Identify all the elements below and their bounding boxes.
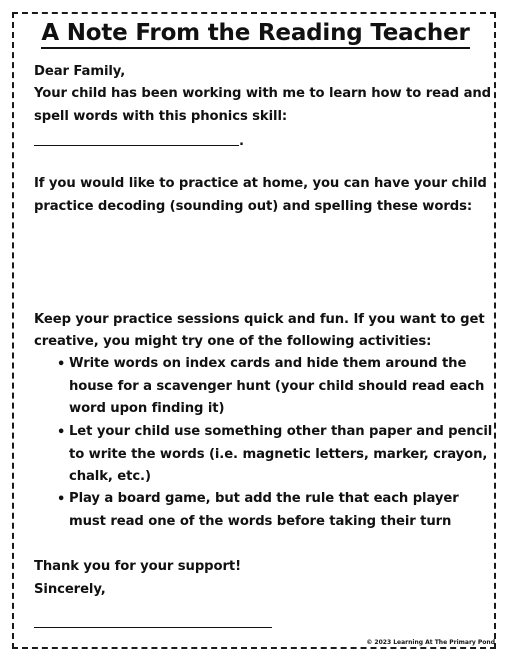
bullet-line: word upon finding it) xyxy=(69,401,225,416)
bullet-line: chalk, etc.) xyxy=(69,469,151,484)
salutation: Dear Family, xyxy=(34,64,126,79)
practice-line-2: practice decoding (sounding out) and spelling these words: xyxy=(34,199,473,214)
bullet-dot: • xyxy=(57,425,66,440)
bullet-line: Let your child use something other than paper and pencil xyxy=(69,424,493,439)
bullet-line: Play a board game, but add the rule that each player xyxy=(69,491,459,506)
closing-thanks: Thank you for your support! xyxy=(34,559,241,574)
bullet-item-1 xyxy=(69,353,489,421)
bullet-line: to write the words (i.e. magnetic letters, marker, crayon, xyxy=(69,446,488,462)
phonics-skill-blank[interactable] xyxy=(34,145,239,146)
page-title: A Note From the Reading Teacher xyxy=(0,20,511,46)
copyright-notice: © 2023 Learning At The Primary Pond xyxy=(366,639,495,646)
bullet-dot: • xyxy=(57,357,66,372)
closing-sincerely: Sincerely, xyxy=(34,582,106,597)
bullet-line: house for a scavenger hunt (your child should read each xyxy=(69,378,485,394)
signature-blank[interactable] xyxy=(34,627,272,628)
intro-line-1: Your child has been working with me to learn how to read and xyxy=(34,86,491,101)
intro-line-2: spell words with this phonics skill: xyxy=(34,109,288,124)
practice-line-1: If you would like to practice at home, you can have your child xyxy=(34,176,487,191)
bullet-item-3 xyxy=(69,488,489,533)
bullet-line: must read one of the words before taking their turn xyxy=(69,513,452,529)
bullet-line: Write words on index cards and hide them around the xyxy=(69,356,467,371)
bullet-dot: • xyxy=(57,492,66,507)
tips-line-1: Keep your practice sessions quick and fun. If you want to get xyxy=(34,312,485,327)
blank-period: . xyxy=(239,134,244,149)
tips-line-2: creative, you might try one of the following activities: xyxy=(34,334,432,349)
bullet-item-2 xyxy=(69,421,493,489)
